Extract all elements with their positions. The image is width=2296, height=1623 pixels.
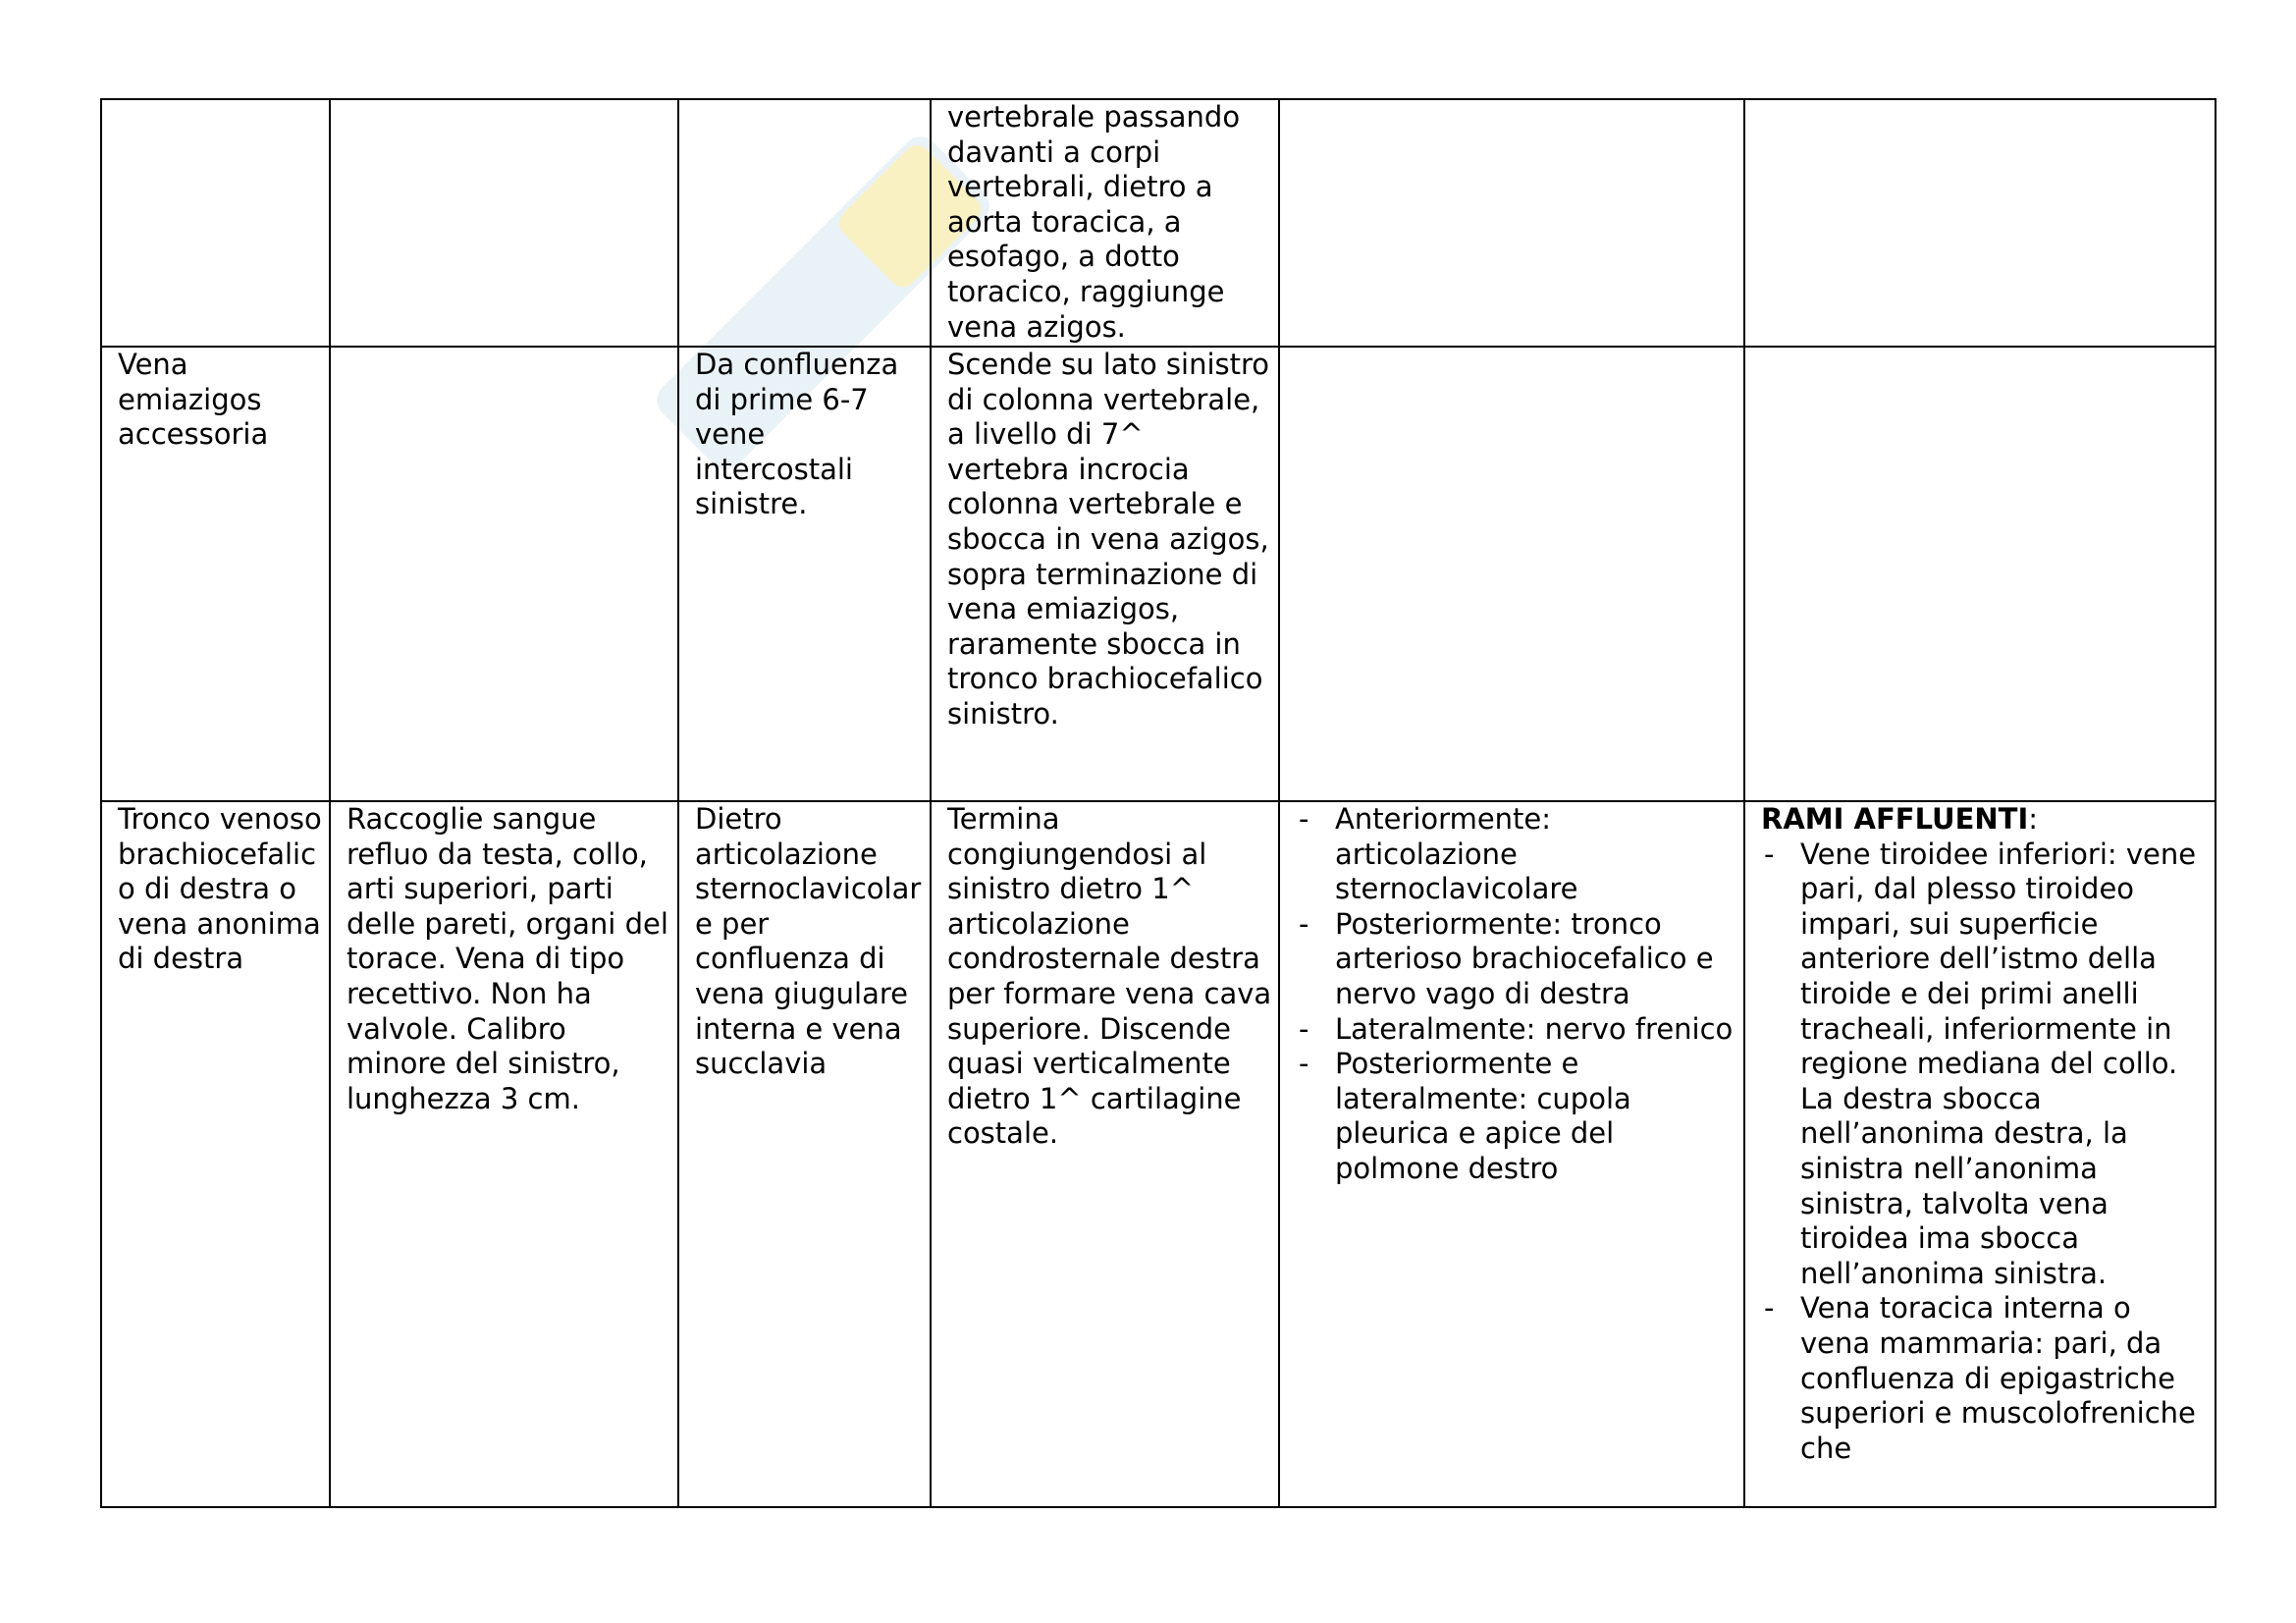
table-row bbox=[101, 99, 2216, 347]
table-cell-name: Tronco venoso brachiocefalico di destra o vena anonima di destra bbox=[101, 801, 330, 1507]
anatomy-table bbox=[100, 98, 2216, 1508]
table-cell-course: Termina congiungendosi al sinistro dietro 1^ articolazione condrosternale destra per formare vena cava superiore. Discende quasi verticalmente dietro 1^ cartilagine costale. bbox=[931, 801, 1279, 1507]
list-item: - Vene tiroidee inferiori: vene pari, dal plesso tiroideo impari, sui superficie anteriore dell’istmo della tiroide e dei primi anelli tracheali, inferiormente in regione mediana del collo. La destra sbocca nell’anonima destra, la sinistra nell’anonima sinistra, talvolta vena tiroidea ima sbocca nell’anonima sinistra. bbox=[1761, 838, 2209, 1292]
relations-list bbox=[1296, 802, 1737, 1187]
table-cell-relations bbox=[1279, 801, 1744, 1507]
table-cell-function: Raccoglie sangue refluo da testa, collo, arti superiori, parti delle pareti, organi del torace. Vena di tipo recettivo. Non ha valvole. Calibro minore del sinistro, lunghezza 3 cm. bbox=[330, 801, 678, 1507]
branches-heading-colon: : bbox=[2028, 802, 2039, 836]
table-cell-course: vertebrale passando davanti a corpi vertebrali, dietro a aorta toracica, a esofago, a dotto toracico, raggiunge vena azigos. bbox=[931, 99, 1279, 347]
table-row bbox=[101, 347, 2216, 801]
table-cell-branches bbox=[1744, 347, 2216, 801]
list-item: - Posteriormente: tronco arterioso brachiocefalico e nervo vago di destra bbox=[1296, 907, 1737, 1012]
table-cell-relations bbox=[1279, 347, 1744, 801]
branches-heading bbox=[1761, 802, 2209, 838]
table-cell-function bbox=[330, 347, 678, 801]
table-row bbox=[101, 801, 2216, 1507]
list-item: - Anteriormente: articolazione sternoclavicolare bbox=[1296, 802, 1737, 907]
list-item: - Lateralmente: nervo frenico bbox=[1296, 1012, 1737, 1048]
table-cell-branches bbox=[1744, 801, 2216, 1507]
table-cell-origin: Da confluenza di prime 6-7 vene intercostali sinistre. bbox=[678, 347, 931, 801]
table-cell-origin bbox=[678, 99, 931, 347]
table-cell-name bbox=[101, 99, 330, 347]
table-cell-course: Scende su lato sinistro di colonna vertebrale, a livello di 7^ vertebra incrocia colonna vertebrale e sbocca in vena azigos, sopra terminazione di vena emiazigos, raramente sbocca in tronco brachiocefalico sinistro. bbox=[931, 347, 1279, 801]
list-item: - Vena toracica interna o vena mammaria: pari, da confluenza di epigastriche superiori e muscolofreniche che bbox=[1761, 1291, 2209, 1466]
branches-list bbox=[1761, 838, 2209, 1467]
table-cell-branches bbox=[1744, 99, 2216, 347]
table-cell-function bbox=[330, 99, 678, 347]
table-cell-origin: Dietro articolazione sternoclavicolare per confluenza di vena giugulare interna e vena succlavia bbox=[678, 801, 931, 1507]
list-item: - Posteriormente e lateralmente: cupola pleurica e apice del polmone destro bbox=[1296, 1047, 1737, 1186]
branches-heading-label: RAMI AFFLUENTI bbox=[1761, 802, 2029, 836]
table-cell-relations bbox=[1279, 99, 1744, 347]
table-cell-name: Vena emiazigos accessoria bbox=[101, 347, 330, 801]
